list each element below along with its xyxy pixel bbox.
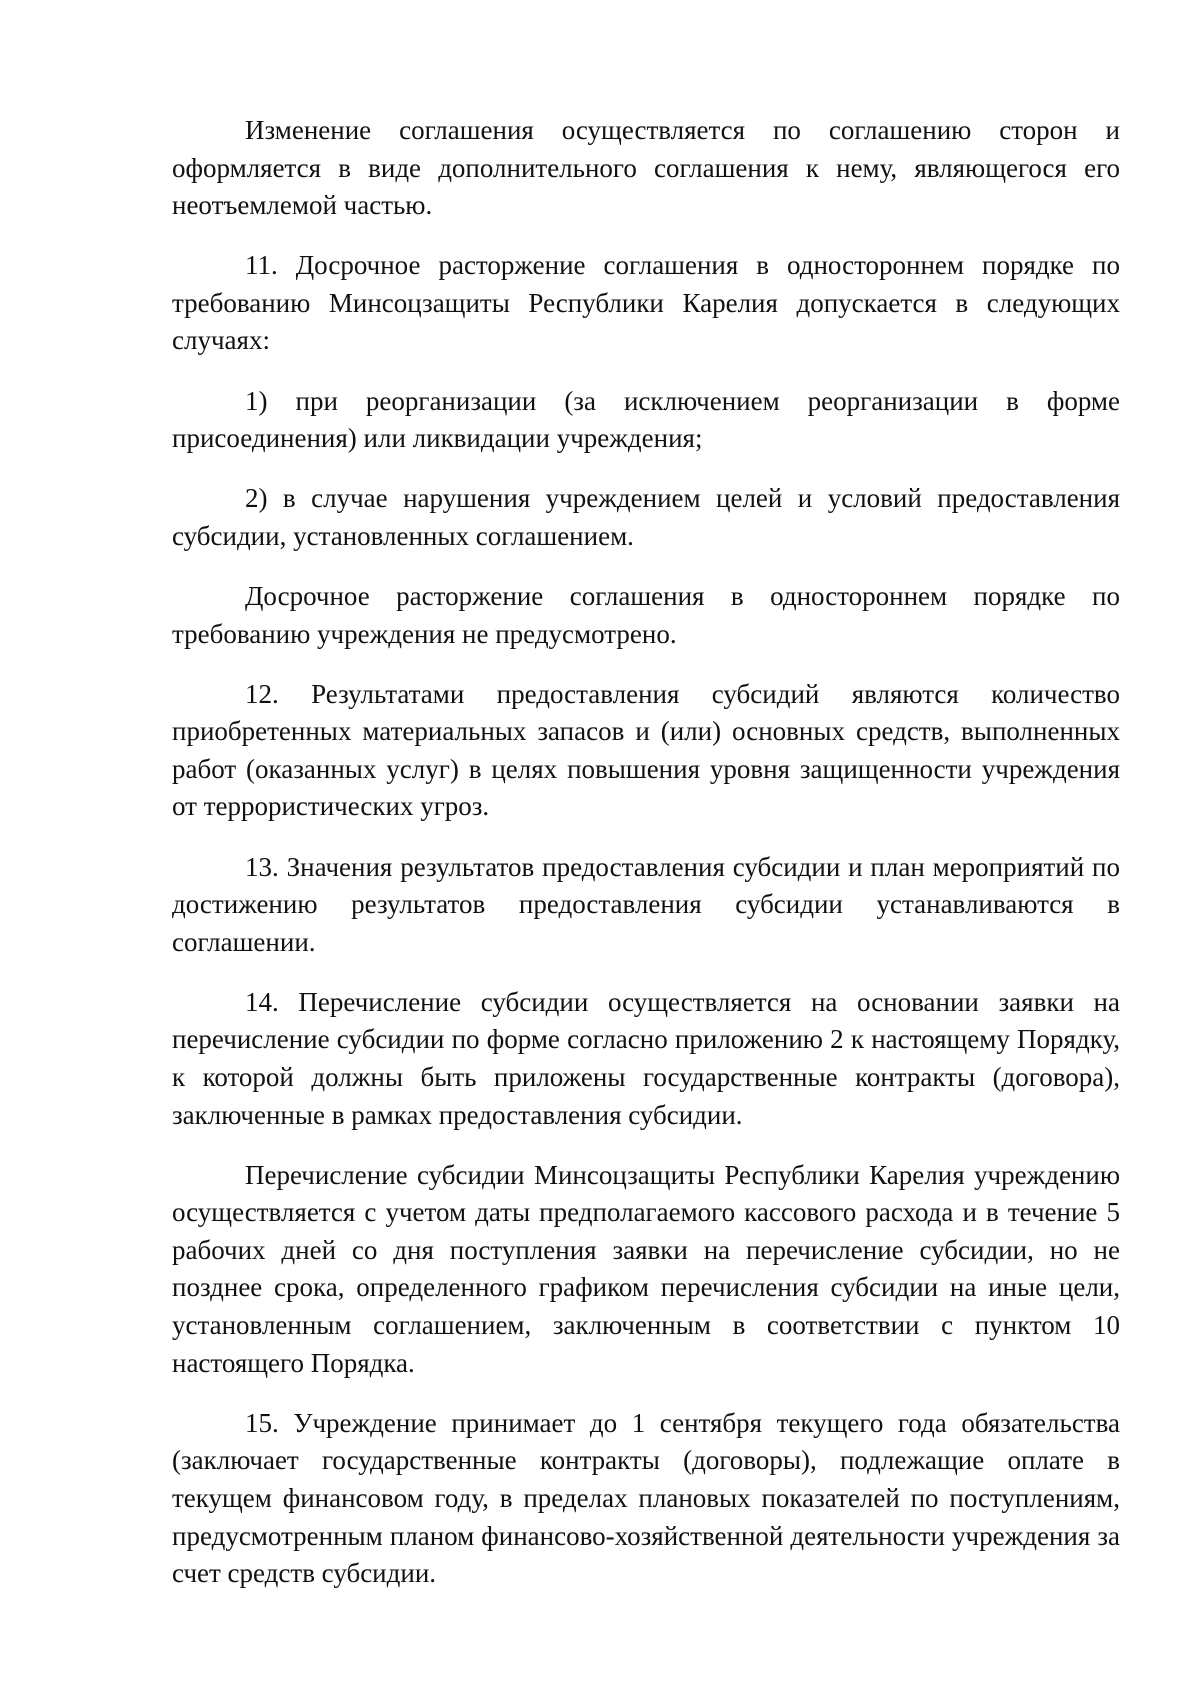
paragraph-15-obligations: 15. Учреждение принимает до 1 сентября текущего года обязательства (заключает государственные контракты (договоры), подлежащие оплате в текущем финансовом году, в пределах плановых показателей по поступлениям, предусмотренным планом финансово-хозяйственной деятельности учреждения за счет средств субсидии. (172, 1407, 1120, 1589)
paragraph-agreement-amendment: Изменение соглашения осуществляется по соглашению сторон и оформляется в виде дополнительного соглашения к нему, являющегося его неотъемлемой частью. (172, 115, 1120, 221)
paragraph-12-results: 12. Результатами предоставления субсидий являются количество приобретенных материальных запасов и (или) основных средств, выполненных работ (оказанных услуг) в целях повышения уровня защищенности учреждения от террористических угроз. (172, 678, 1120, 822)
paragraph-no-termination-by-institution: Досрочное расторжение соглашения в одностороннем порядке по требованию учреждения не предусмотрено. (172, 580, 1120, 649)
paragraph-case-2-violation: 2) в случае нарушения учреждением целей и условий предоставления субсидии, установленных соглашением. (172, 483, 1120, 551)
paragraph-11-early-termination: 11. Досрочное расторжение соглашения в одностороннем порядке по требованию Минсоцзащиты Республики Карелия допускается в следующих случаях: (172, 250, 1120, 356)
paragraph-transfer-schedule: Перечисление субсидии Минсоцзащиты Республики Карелия учреждению осуществляется с учетом даты предполагаемого кассового расхода и в течение 5 рабочих дней со дня поступления заявки на перечисление субсидии, но не позднее срока, определенного графиком перечисления субсидии на иные цели, установленным соглашением, заключенным в соответствии с пунктом 10 настоящего Порядка. (172, 1159, 1120, 1378)
paragraph-13-result-values: 13. Значения результатов предоставления субсидии и план мероприятий по достижению результатов предоставления субсидии устанавливаются в соглашении. (172, 851, 1120, 957)
paragraph-14-transfer-request: 14. Перечисление субсидии осуществляется на основании заявки на перечисление субсидии по форме согласно приложению 2 к настоящему Порядку, к которой должны быть приложены государственные контракты (договора), заключенные в рамках предоставления субсидии. (172, 986, 1120, 1130)
paragraph-case-1-reorganization: 1) при реорганизации (за исключением реорганизации в форме присоединения) или ликвидации учреждения; (172, 385, 1120, 454)
document-body (172, 112, 1120, 1615)
